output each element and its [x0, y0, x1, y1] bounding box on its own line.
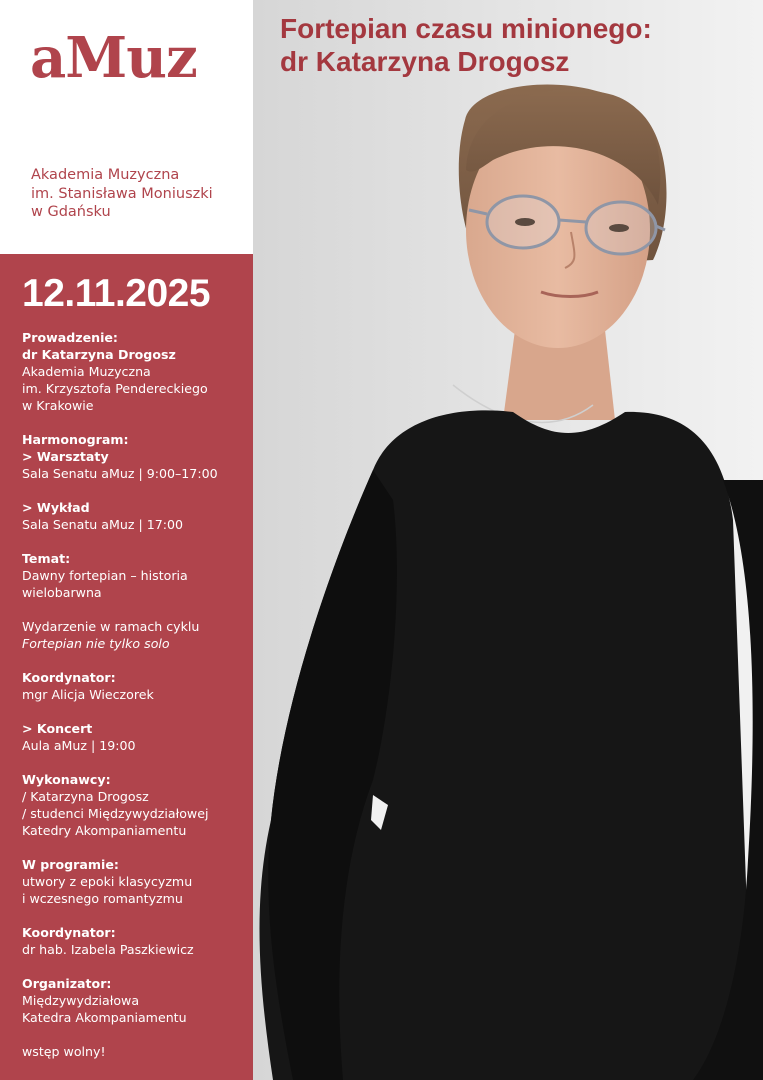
- topic-line: wielobarwna: [22, 585, 102, 600]
- academy-line: Akademia Muzyczna: [31, 167, 180, 183]
- host-affiliation: im. Krzysztofa Pendereckiego: [22, 381, 208, 396]
- free-entry-note: wstęp wolny!: [22, 1044, 106, 1059]
- schedule-detail: Aula aMuz | 19:00: [22, 738, 136, 753]
- event-date: 12.11.2025: [22, 272, 211, 315]
- topic-line: Dawny fortepian – historia: [22, 568, 188, 583]
- host-affiliation: Akademia Muzyczna: [22, 364, 151, 379]
- portrait-illustration: [253, 0, 763, 1080]
- section-heading: W programie:: [22, 857, 119, 872]
- section-heading: Prowadzenie:: [22, 330, 118, 345]
- program-line: utwory z epoki klasycyzmu: [22, 874, 193, 889]
- title-line: Fortepian czasu minionego:: [280, 13, 652, 44]
- section-heading: Organizator:: [22, 976, 112, 991]
- organizer-line: Katedra Akompaniamentu: [22, 1010, 187, 1025]
- header-branding: [0, 0, 253, 254]
- event-title: [280, 12, 652, 78]
- program-line: i wczesnego romantyzmu: [22, 891, 183, 906]
- academy-name: [31, 166, 213, 222]
- academy-line: w Gdańsku: [31, 204, 111, 220]
- portrait-photo: [253, 0, 763, 1080]
- series-line: Wydarzenie w ramach cyklu: [22, 619, 200, 634]
- section-heading: Koordynator:: [22, 925, 116, 940]
- section-heading: Wykonawcy:: [22, 772, 111, 787]
- organizer-line: Międzywydziałowa: [22, 993, 140, 1008]
- academy-line: im. Stanisława Moniuszki: [31, 185, 213, 202]
- schedule-label: > Koncert: [22, 721, 93, 736]
- section-heading: Koordynator:: [22, 670, 116, 685]
- host-name: dr Katarzyna Drogosz: [22, 347, 176, 362]
- title-line: dr Katarzyna Drogosz: [280, 46, 570, 77]
- coordinator-name: mgr Alicja Wieczorek: [22, 687, 154, 702]
- schedule-label: > Warsztaty: [22, 449, 109, 464]
- performer-line: / Katarzyna Drogosz: [22, 789, 149, 804]
- host-affiliation: w Krakowie: [22, 398, 94, 413]
- section-heading: Harmonogram:: [22, 432, 129, 447]
- amuz-logo: aMuz: [30, 25, 197, 91]
- section-heading: Temat:: [22, 551, 71, 566]
- coordinator-name: dr hab. Izabela Paszkiewicz: [22, 942, 194, 957]
- event-info-panel: [0, 254, 253, 1080]
- event-details: [22, 329, 250, 1060]
- schedule-detail: Sala Senatu aMuz | 9:00–17:00: [22, 466, 218, 481]
- performer-line: Katedry Akompaniamentu: [22, 823, 187, 838]
- schedule-detail: Sala Senatu aMuz | 17:00: [22, 517, 184, 532]
- schedule-label: > Wykład: [22, 500, 90, 515]
- series-name: Fortepian nie tylko solo: [22, 636, 170, 651]
- performer-line: / studenci Międzywydziałowej: [22, 806, 209, 821]
